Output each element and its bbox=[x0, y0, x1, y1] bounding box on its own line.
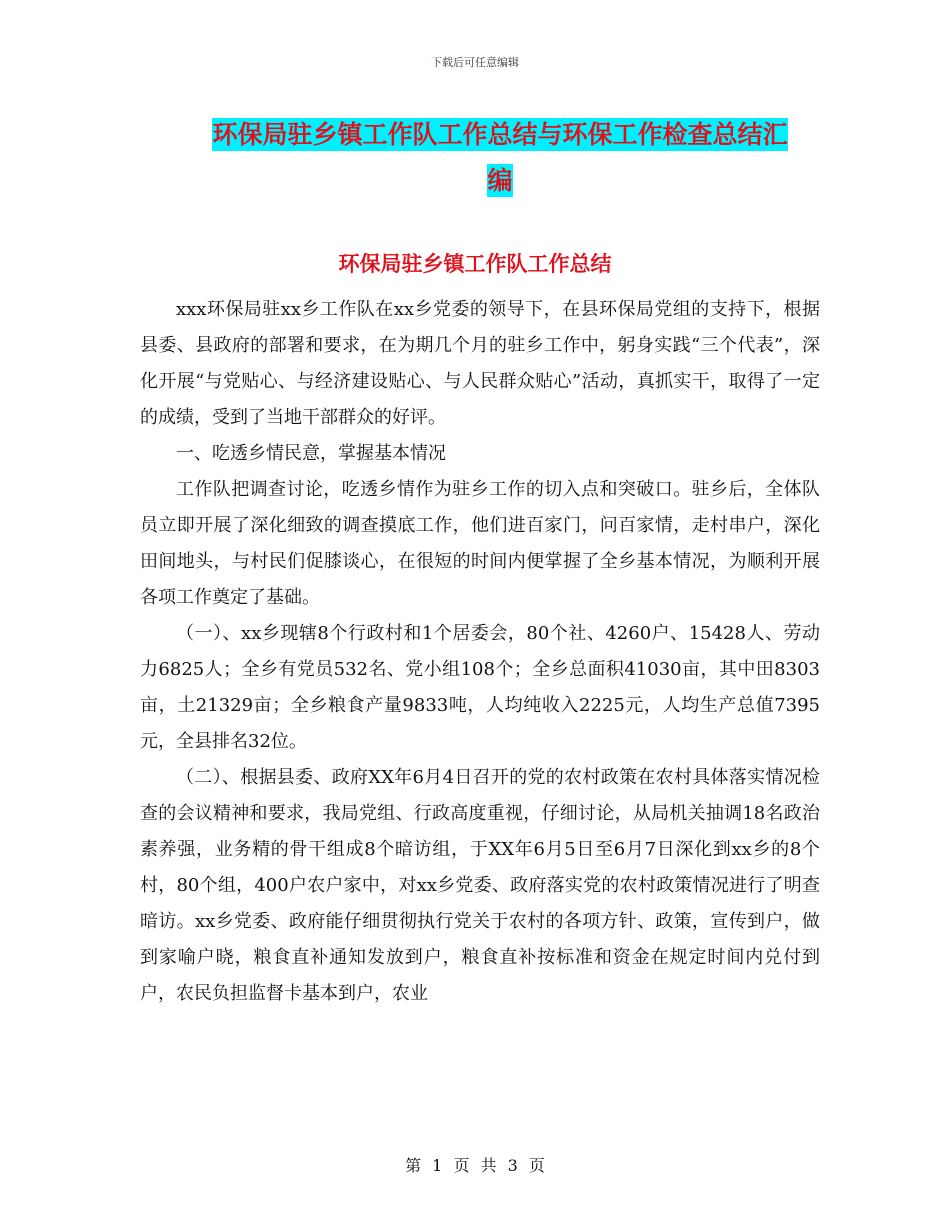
section-title: 环保局驻乡镇工作队工作总结 bbox=[338, 251, 612, 276]
page-number-footer: 第 1 页 共 3 页 bbox=[405, 1156, 545, 1175]
document-body bbox=[140, 292, 820, 1012]
document-title-line-1: 环保局驻乡镇工作队工作总结与环保工作检查总结汇 bbox=[212, 120, 788, 149]
document-title-line-2: 编 bbox=[487, 166, 513, 195]
page-header-note: 下载后可任意编辑 bbox=[431, 56, 519, 69]
paragraph-heading-1: 一、吃透乡情民意，掌握基本情况 bbox=[176, 443, 446, 464]
paragraph-inspection: （二）、根据县委、政府XX年6月4日召开的党的农村政策在农村具体落实情况检查的会议精神和要求，我局党组、行政高度重视，仔细讨论，从局机关抽调18名政治素养强，业务精的骨干组成8个暗访组，于XX年6月5日至6月7日深化到xx乡的8个村，80个组，400户农户家中，对xx乡党委、政府落实党的农村政策情况进行了明查暗访。xx乡党委、政府能仔细贯彻执行党关于农村的各项方针、政策，宣传到户，做到家喻户晓，粮食直补通知发放到户，粮食直补按标准和资金在规定时间内兑付到户，农民负担监督卡基本到户，农业 bbox=[140, 767, 820, 1004]
paragraph-investigation: 工作队把调查讨论，吃透乡情作为驻乡工作的切入点和突破口。驻乡后，全体队员立即开展了深化细致的调查摸底工作，他们进百家门，问百家情，走村串户，深化田间地头，与村民们促膝谈心，在很短的时间内便掌握了全乡基本情况，为顺利开展各项工作奠定了基础。 bbox=[140, 479, 820, 608]
paragraph-statistics: （一）、xx乡现辖8个行政村和1个居委会，80个社、4260户、15428人、劳动力6825人；全乡有党员532名、党小组108个；全乡总面积41030亩，其中田8303亩，土21329亩；全乡粮食产量9833吨，人均纯收入2225元，人均生产总值7395元，全县排名32位。 bbox=[140, 623, 820, 752]
paragraph-intro: xxx环保局驻xx乡工作队在xx乡党委的领导下，在县环保局党组的支持下，根据县委、县政府的部署和要求，在为期几个月的驻乡工作中，躬身实践“三个代表”，深化开展“与党贴心、与经济建设贴心、与人民群众贴心”活动，真抓实干，取得了一定的成绩，受到了当地干部群众的好评。 bbox=[140, 299, 820, 428]
document-title bbox=[180, 112, 820, 204]
